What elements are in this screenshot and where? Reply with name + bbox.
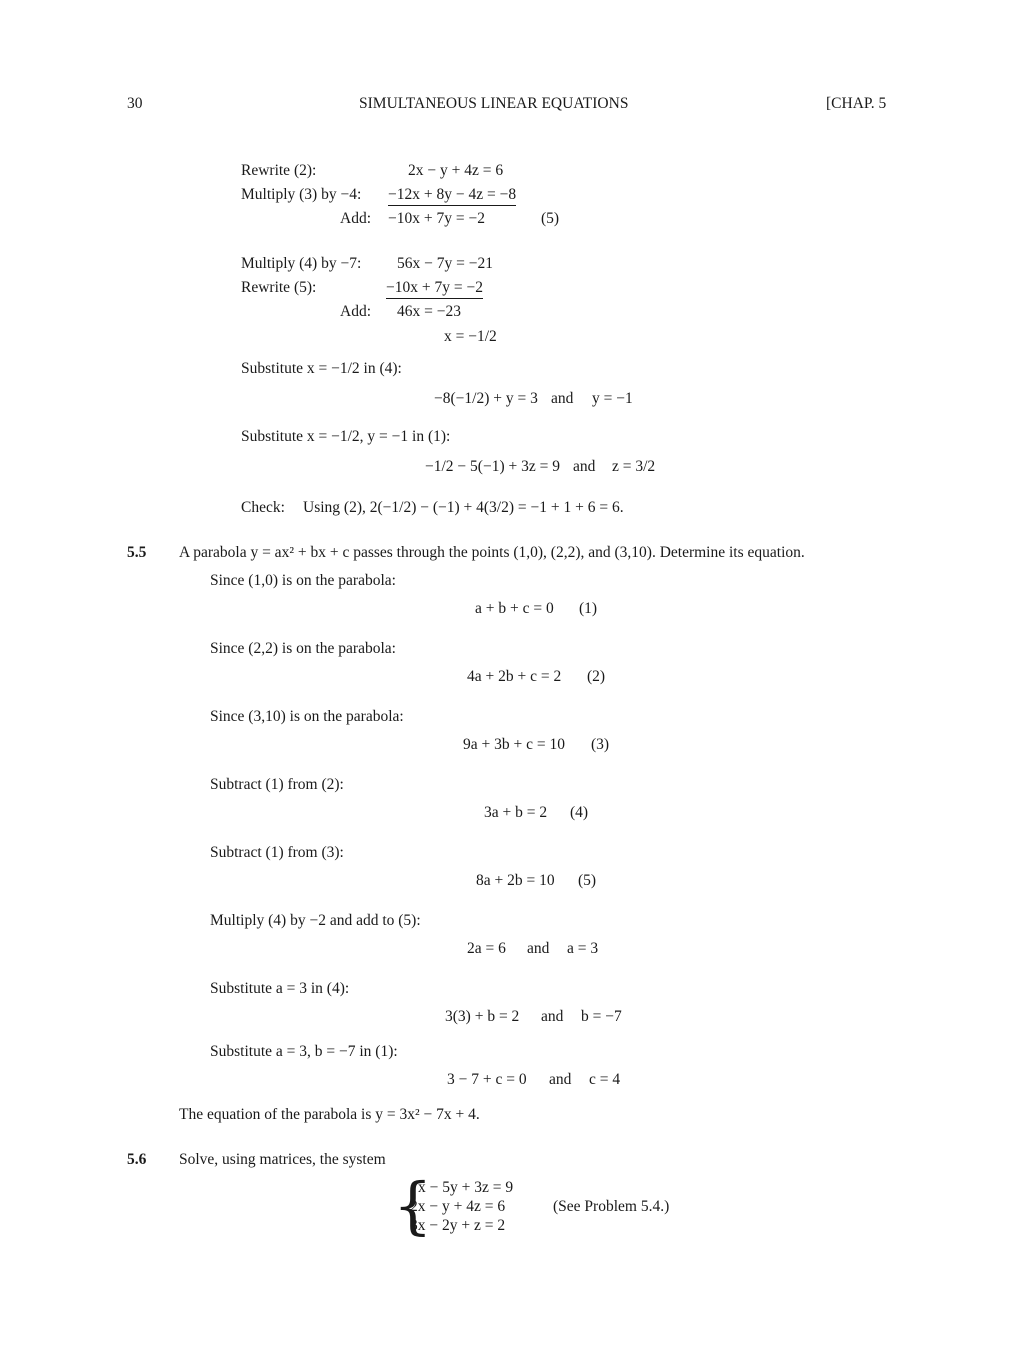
and-word: and bbox=[551, 390, 574, 407]
x-result: x = −1/2 bbox=[444, 328, 497, 345]
step-label: Substitute a = 3, b = −7 in (1): bbox=[210, 1043, 398, 1060]
step-label-multiply-3: Multiply (3) by −4: bbox=[241, 186, 362, 203]
equation-multiply-4: 56x − 7y = −21 bbox=[397, 255, 493, 272]
step-result: c = 4 bbox=[589, 1071, 621, 1088]
step-label-add-1: Add: bbox=[340, 210, 371, 227]
step-equation: 3(3) + b = 2 bbox=[445, 1008, 520, 1025]
equation-tag: (5) bbox=[578, 872, 597, 889]
equation-tag: (2) bbox=[587, 668, 606, 685]
and-word: and bbox=[527, 940, 550, 957]
check-label: Check: bbox=[241, 499, 285, 516]
step-equation: 3a + b = 2 bbox=[484, 804, 548, 821]
step-label: Multiply (4) by −2 and add to (5): bbox=[210, 912, 421, 929]
problem-number-5-5: 5.5 bbox=[127, 544, 147, 561]
z-result: z = 3/2 bbox=[612, 458, 656, 475]
system-equation-3: 3x − 2y + z = 2 bbox=[410, 1217, 506, 1234]
step-label: Subtract (1) from (3): bbox=[210, 844, 344, 861]
step-label-rewrite-5: Rewrite (5): bbox=[241, 279, 317, 296]
step-label: Substitute a = 3 in (4): bbox=[210, 980, 350, 997]
step-equation: 9a + 3b + c = 10 bbox=[463, 736, 565, 753]
step-label: Subtract (1) from (2): bbox=[210, 776, 344, 793]
step-label: Since (3,10) is on the parabola: bbox=[210, 708, 404, 725]
equation-tag: (1) bbox=[579, 600, 598, 617]
step-equation: 3 − 7 + c = 0 bbox=[447, 1071, 527, 1088]
y-result: y = −1 bbox=[592, 390, 633, 407]
equation-multiply-3: −12x + 8y − 4z = −8 bbox=[388, 187, 516, 206]
check-equation: Using (2), 2(−1/2) − (−1) + 4(3/2) = −1 + 1 + 6 = 6. bbox=[303, 499, 624, 516]
running-title: SIMULTANEOUS LINEAR EQUATIONS bbox=[359, 95, 629, 112]
step-label: Since (2,2) is on the parabola: bbox=[210, 640, 396, 657]
step-label-multiply-4: Multiply (4) by −7: bbox=[241, 255, 362, 272]
step-label-substitute-xy: Substitute x = −1/2, y = −1 in (1): bbox=[241, 428, 451, 445]
step-label-rewrite-2: Rewrite (2): bbox=[241, 162, 317, 179]
step-label-substitute-x: Substitute x = −1/2 in (4): bbox=[241, 360, 402, 377]
step-result: b = −7 bbox=[581, 1008, 622, 1025]
step-result: a = 3 bbox=[567, 940, 599, 957]
see-problem-note: (See Problem 5.4.) bbox=[553, 1198, 670, 1215]
problem-statement-5-6: Solve, using matrices, the system bbox=[179, 1151, 386, 1168]
equation-substitute-x: −8(−1/2) + y = 3 bbox=[434, 390, 538, 407]
chapter-label: [CHAP. 5 bbox=[826, 95, 887, 112]
and-word: and bbox=[541, 1008, 564, 1025]
problem-statement-5-5: A parabola y = ax² + bx + c passes through the points (1,0), (2,2), and (3,10). Determine its equation. bbox=[179, 544, 805, 561]
step-equation: 4a + 2b + c = 2 bbox=[467, 668, 562, 685]
equation-rewrite-5: −10x + 7y = −2 bbox=[386, 280, 483, 299]
step-label: Since (1,0) is on the parabola: bbox=[210, 572, 396, 589]
step-equation: a + b + c = 0 bbox=[475, 600, 554, 617]
and-word: and bbox=[549, 1071, 572, 1088]
conclusion: The equation of the parabola is y = 3x² − 7x + 4. bbox=[179, 1106, 480, 1123]
page-number: 30 bbox=[127, 95, 143, 112]
system-equation-2: 2x − y + 4z = 6 bbox=[410, 1198, 506, 1215]
equation-add-2: 46x = −23 bbox=[397, 303, 461, 320]
step-equation: 8a + 2b = 10 bbox=[476, 872, 555, 889]
equation-rewrite-2: 2x − y + 4z = 6 bbox=[408, 162, 504, 179]
equation-substitute-xy: −1/2 − 5(−1) + 3z = 9 bbox=[425, 458, 560, 475]
problem-number-5-6: 5.6 bbox=[127, 1151, 147, 1168]
step-label-add-2: Add: bbox=[340, 303, 371, 320]
equation-tag: (4) bbox=[570, 804, 589, 821]
system-equation-1: x − 5y + 3z = 9 bbox=[418, 1179, 514, 1196]
equation-add-1: −10x + 7y = −2 bbox=[388, 210, 485, 227]
equation-tag-5: (5) bbox=[541, 210, 560, 227]
step-equation: 2a = 6 bbox=[467, 940, 506, 957]
left-brace: { bbox=[393, 1169, 433, 1242]
and-word: and bbox=[573, 458, 596, 475]
equation-tag: (3) bbox=[591, 736, 610, 753]
